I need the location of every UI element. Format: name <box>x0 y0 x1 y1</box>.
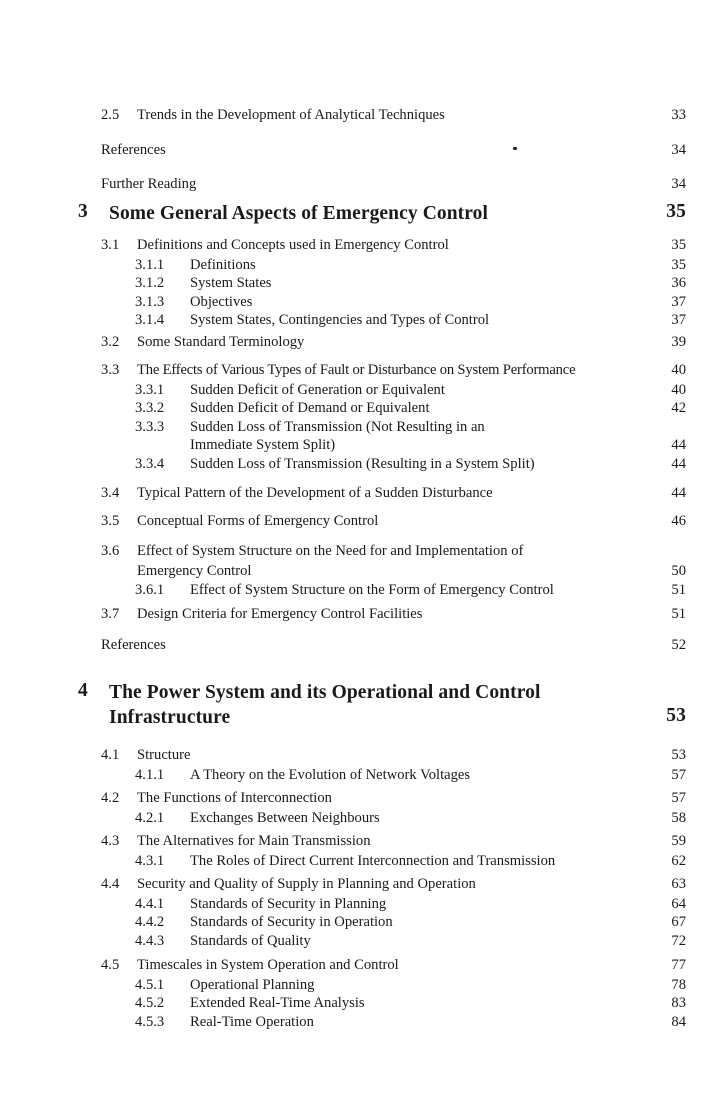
toc-chapter-title: Some General Aspects of Emergency Control <box>109 203 489 224</box>
toc-entry-page: 42 <box>671 400 686 417</box>
toc-entry-number: 3.7 <box>101 606 120 622</box>
toc-entry-title: The Roles of Direct Current Interconnection and Transmission <box>190 852 556 869</box>
toc-entry-3-1-1[interactable] <box>78 256 686 275</box>
toc-entry-title: Definitions and Concepts used in Emergency Control <box>137 237 449 253</box>
toc-entry-3-6-1[interactable] <box>78 581 686 600</box>
toc-entry-page: 46 <box>671 513 686 529</box>
toc-entry-title: The Effects of Various Types of Fault or Disturbance on System Performance <box>137 362 576 378</box>
toc-entry-title: Sudden Deficit of Generation or Equivalent <box>190 381 445 398</box>
toc-entry-title: Standards of Security in Operation <box>190 914 393 931</box>
toc-entry-number: 4.3.1 <box>135 852 165 869</box>
toc-entry-page: 57 <box>671 790 686 806</box>
toc-entry-page: 37 <box>671 312 686 329</box>
toc-entry-page: 59 <box>671 833 686 849</box>
toc-entry-number: 3.6 <box>101 543 120 559</box>
toc-entry-3-3-1[interactable] <box>78 381 686 400</box>
toc-entry-title: References <box>101 141 166 158</box>
toc-entry-number: 3.1.1 <box>135 256 165 273</box>
toc-entry-number: 4.2 <box>101 790 120 806</box>
toc-entry-page: 34 <box>671 141 686 158</box>
toc-entry-number: 3.3.4 <box>135 455 165 472</box>
toc-entry-further-reading[interactable] <box>78 175 686 195</box>
toc-entry-title: Real-Time Operation <box>190 1013 314 1030</box>
toc-entry-title: Operational Planning <box>190 976 315 993</box>
toc-entry-title: Security and Quality of Supply in Planning and Operation <box>137 876 476 892</box>
toc-entry-number: 3.1 <box>101 237 120 253</box>
toc-entry-page: 52 <box>671 637 686 653</box>
toc-entry-title-line-1: Sudden Loss of Transmission (Not Resulting in an <box>190 418 485 435</box>
toc-entry-3-6[interactable] <box>78 542 678 562</box>
toc-entry-number: 4.4 <box>101 876 120 892</box>
toc-entry-title: Extended Real-Time Analysis <box>190 995 365 1012</box>
toc-entry-title: Structure <box>137 747 191 763</box>
toc-entry-title: System States, Contingencies and Types of Control <box>190 312 490 329</box>
toc-entry-3-4[interactable] <box>78 484 686 504</box>
toc-entry-page: 67 <box>671 914 686 931</box>
toc-entry-number: 4.1 <box>101 747 120 763</box>
toc-entry-page: 44 <box>671 437 686 454</box>
toc-entry-title: Timescales in System Operation and Control <box>137 957 399 973</box>
toc-entry-4-5[interactable] <box>78 956 686 976</box>
toc-entry-number: 4.1.1 <box>135 766 165 783</box>
toc-entry-4-4[interactable] <box>78 875 686 895</box>
toc-entry-page: 44 <box>671 485 686 501</box>
toc-entry-page: 51 <box>671 582 686 598</box>
toc-entry-page: 35 <box>671 256 686 273</box>
toc-entry-3-1-4[interactable] <box>78 311 686 330</box>
toc-entry-page: 36 <box>671 275 686 292</box>
toc-entry-title: References <box>101 637 166 653</box>
toc-entry-number: 3.4 <box>101 485 120 501</box>
toc-entry-3-1-3[interactable] <box>78 293 686 312</box>
toc-entry-page: 63 <box>671 876 686 892</box>
toc-entry-number: 4.4.3 <box>135 932 165 949</box>
toc-entry-title: Exchanges Between Neighbours <box>190 809 380 826</box>
toc-entry-number: 3.3.2 <box>135 400 165 417</box>
toc-entry-page: 83 <box>671 995 686 1012</box>
toc-entry-3-3-2[interactable] <box>78 399 686 418</box>
toc-entry-3-1[interactable] <box>78 236 686 256</box>
toc-entry-title: Conceptual Forms of Emergency Control <box>137 513 379 529</box>
toc-entry-number: 3.3 <box>101 362 120 378</box>
toc-entry-4-1[interactable] <box>78 746 686 766</box>
toc-entry-number: 3.1.3 <box>135 293 165 310</box>
toc-entry-number: 4.2.1 <box>135 809 165 826</box>
toc-entry-page: 62 <box>671 852 686 869</box>
toc-chapter-title-line-1: The Power System and its Operational and Control <box>109 682 541 703</box>
toc-entry-number: 2.5 <box>101 107 120 123</box>
toc-entry-page: 39 <box>671 334 686 350</box>
toc-entry-number: 4.4.2 <box>135 914 165 931</box>
toc-entry-title: A Theory on the Evolution of Network Voltages <box>190 766 471 783</box>
toc-entry-title: Objectives <box>190 293 253 310</box>
toc-entry-4-4-1[interactable] <box>78 895 686 914</box>
toc-entry-number: 4.5.2 <box>135 995 165 1012</box>
toc-entry-2-5[interactable] <box>78 106 686 126</box>
toc-entry-number: 3.1.4 <box>135 312 165 329</box>
toc-entry-number: 4.4.1 <box>135 895 165 912</box>
toc-entry-page: 64 <box>671 895 686 912</box>
toc-entry-page: 57 <box>671 766 686 783</box>
toc-entry-page: 50 <box>671 562 686 579</box>
toc-entry-4-4-2[interactable] <box>78 913 686 932</box>
toc-entry-3-1-2[interactable] <box>78 274 686 293</box>
toc-entry-number: 4.5.3 <box>135 1013 165 1030</box>
toc-entry-title: Typical Pattern of the Development of a Sudden Disturbance <box>137 485 493 501</box>
toc-entry-4-5-1[interactable] <box>78 976 686 995</box>
toc-entry-number: 3.1.2 <box>135 275 165 292</box>
toc-entry-page: 40 <box>671 381 686 398</box>
toc-entry-title: Some Standard Terminology <box>137 334 305 350</box>
toc-entry-title: Sudden Deficit of Demand or Equivalent <box>190 400 430 417</box>
toc-entry-page: 72 <box>671 932 686 949</box>
toc-entry-4-1-1[interactable] <box>78 766 686 785</box>
toc-entry-title: Trends in the Development of Analytical Techniques <box>137 107 445 123</box>
toc-entry-4-3[interactable] <box>78 832 686 852</box>
toc-entry-title: The Alternatives for Main Transmission <box>137 833 371 849</box>
toc-entry-page: 84 <box>671 1013 686 1030</box>
toc-chapter-page: 35 <box>666 201 686 222</box>
toc-entry-page: 35 <box>671 237 686 253</box>
toc-entry-title: Further Reading <box>101 176 197 192</box>
toc-entry-title: Definitions <box>190 256 256 273</box>
toc-entry-references-ch2[interactable] <box>78 141 686 161</box>
toc-entry-title-line-1: Effect of System Structure on the Need for and Implementation of <box>137 543 524 559</box>
toc-entry-3-3-3[interactable] <box>78 418 678 437</box>
toc-entry-title: The Functions of Interconnection <box>137 790 332 806</box>
toc-entry-number: 3.6.1 <box>135 582 165 598</box>
toc-entry-title: Sudden Loss of Transmission (Resulting in a System Split) <box>190 455 535 472</box>
toc-entry-4-2-1[interactable] <box>78 809 686 828</box>
toc-entry-number: 3.3.1 <box>135 381 165 398</box>
toc-entry-page: 44 <box>671 455 686 472</box>
toc-entry-page: 40 <box>671 362 686 378</box>
toc-entry-number: 3.2 <box>101 334 120 350</box>
toc-entry-page: 33 <box>671 107 686 123</box>
toc-chapter-number: 4 <box>78 680 88 701</box>
toc-chapter-title-line-2: Infrastructure <box>109 707 231 728</box>
toc-entry-references-ch3[interactable] <box>78 636 686 656</box>
toc-entry-3-2[interactable] <box>78 333 686 353</box>
toc-entry-3-7[interactable] <box>78 605 686 625</box>
toc-entry-number: 4.5 <box>101 957 120 973</box>
toc-entry-number: 4.3 <box>101 833 120 849</box>
toc-chapter-page: 53 <box>666 705 686 726</box>
toc-entry-3-3-3-continuation[interactable] <box>78 436 686 455</box>
toc-entry-3-3[interactable] <box>78 361 686 381</box>
toc-entry-4-5-3[interactable] <box>78 1013 686 1032</box>
toc-entry-page: 58 <box>671 809 686 826</box>
toc-entry-title: Standards of Quality <box>190 932 311 949</box>
toc-entry-number: 3.3.3 <box>135 418 165 435</box>
toc-entry-number: 4.5.1 <box>135 976 165 993</box>
toc-chapter-3[interactable] <box>78 201 686 226</box>
toc-entry-title: Standards of Security in Planning <box>190 895 387 912</box>
toc-entry-number: 3.5 <box>101 513 120 529</box>
toc-entry-page: 77 <box>671 957 686 973</box>
toc-entry-3-3-4[interactable] <box>78 455 686 474</box>
toc-entry-title: Effect of System Structure on the Form of Emergency Control <box>190 582 554 598</box>
toc-entry-title-line-2: Immediate System Split) <box>190 437 336 454</box>
toc-entry-title: Design Criteria for Emergency Control Facilities <box>137 606 423 622</box>
toc-entry-page: 37 <box>671 293 686 310</box>
toc-entry-page: 53 <box>671 747 686 763</box>
toc-entry-page: 51 <box>671 606 686 622</box>
toc-entry-title-line-2: Emergency Control <box>137 562 252 579</box>
toc-entry-page: 34 <box>671 176 686 192</box>
toc-chapter-number: 3 <box>78 201 88 222</box>
toc-entry-4-5-2[interactable] <box>78 994 686 1013</box>
toc-chapter-4[interactable] <box>78 680 678 705</box>
toc-chapter-4-continuation[interactable] <box>78 705 686 730</box>
toc-entry-page: 78 <box>671 976 686 993</box>
toc-entry-3-5[interactable] <box>78 512 686 532</box>
toc-entry-4-3-1[interactable] <box>78 852 686 871</box>
toc-entry-3-6-continuation[interactable] <box>78 562 686 582</box>
toc-entry-4-2[interactable] <box>78 789 686 809</box>
toc-entry-title: System States <box>190 275 272 292</box>
toc-entry-4-4-3[interactable] <box>78 932 686 951</box>
